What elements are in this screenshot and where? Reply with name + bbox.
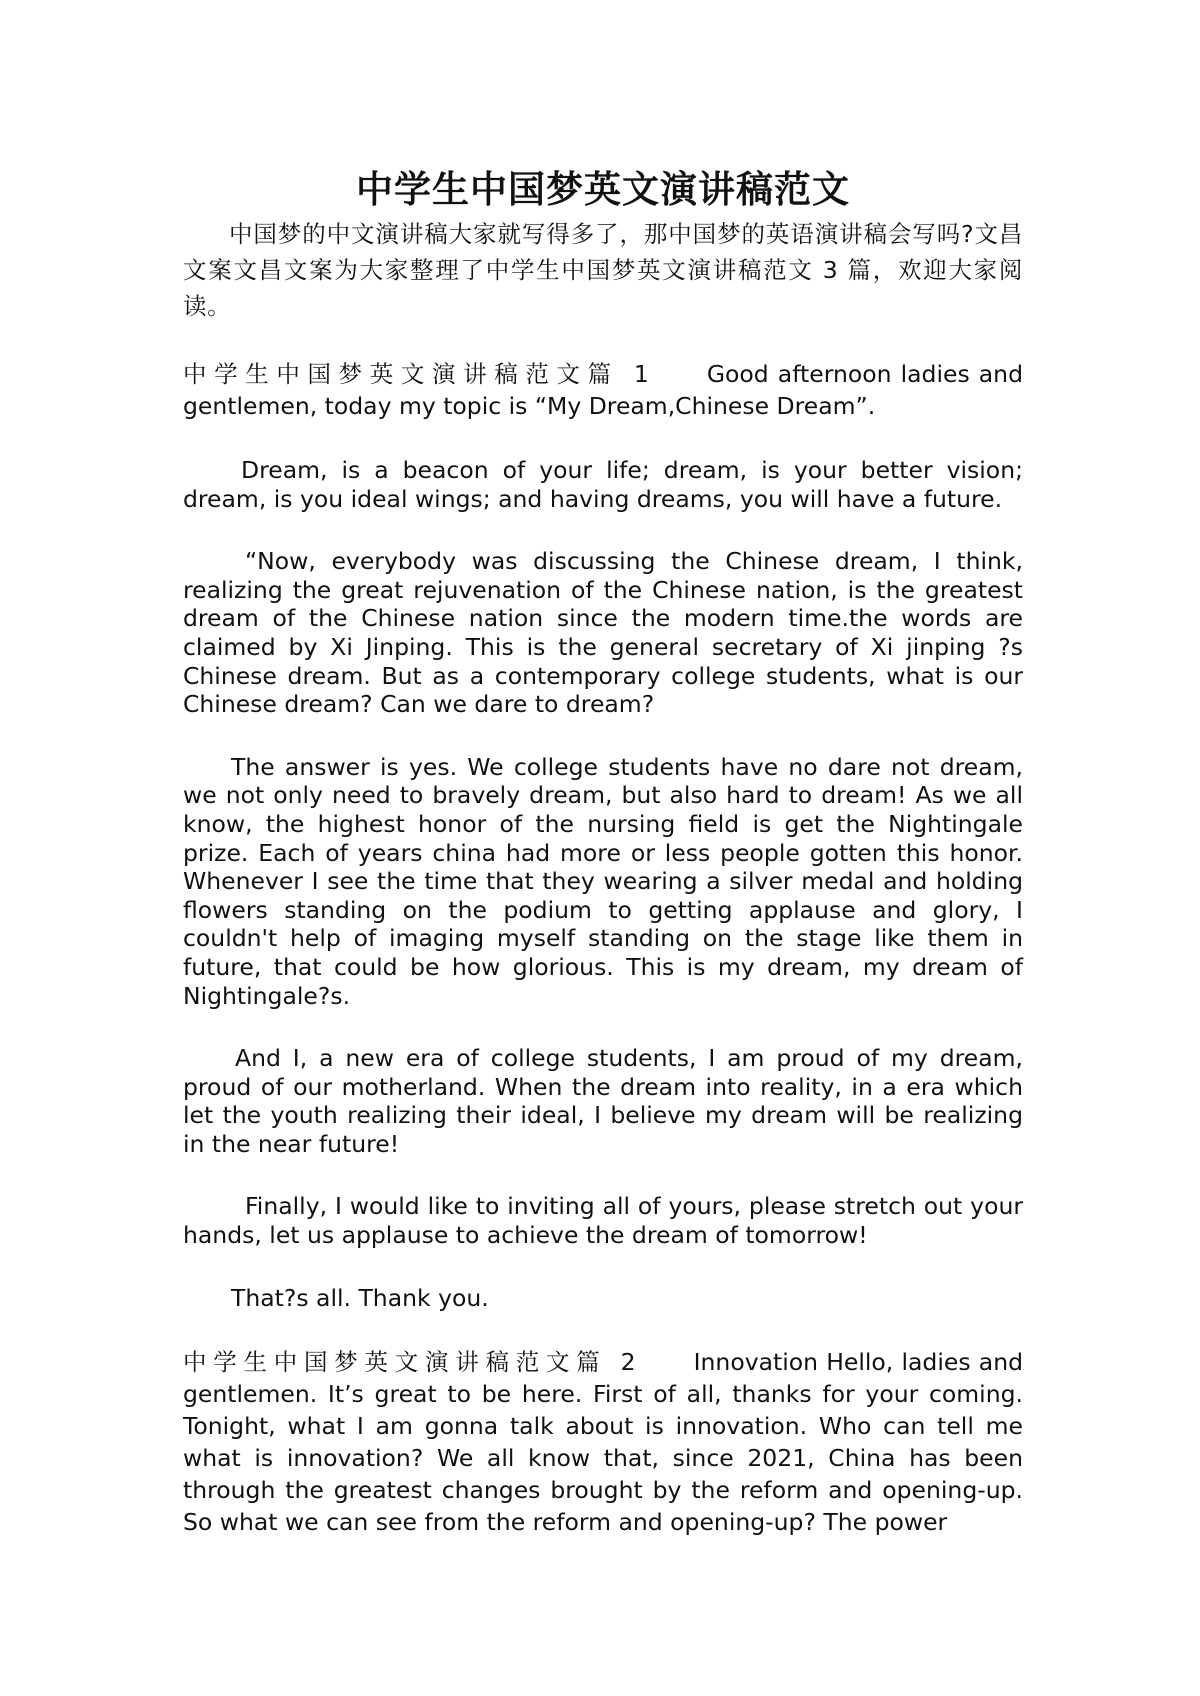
section-1-paragraph-3: The answer is yes. We college students have no dare not dream, we not only need to bravely dream, but also hard to dream! As we all know, the highest honor of the nursing field is get the Nightingale prize. Each of years china had more or less people gotten this honor. Whenever I see the time that they wearing a silver medal and holding flowers standing on the podium to getting applause and glory, I couldn't help of imaging myself standing on the stage like them in future, that could be how glorious. This is my dream, my dream of Nightingale?s. xyxy=(183,752,1023,1010)
section-2-opening-text: Innovation Hello, ladies and gentlemen. It’s great to be here. First of all, thanks for your coming. Tonight, what I am gonna talk about is innovation. Who can tell me what is innovation? We all know that, since 2021, China has been through the greatest changes brought by the reform and opening-up. So what we can see from the reform and opening-up? The power xyxy=(183,1348,1023,1537)
section-1-paragraph-6: That?s all. Thank you. xyxy=(231,1283,489,1312)
section-1-opening xyxy=(183,358,1023,422)
section-1-opening-text: Good afternoon ladies and gentlemen, today my topic is “My Dream,Chinese Dream”. xyxy=(183,360,1023,420)
section-2-heading: 中学生中国梦英文演讲稿范文篇 2 xyxy=(183,1348,642,1377)
section-1-paragraph-5: Finally, I would like to inviting all of yours, please stretch out your hands, let us applause to achieve the dream of tomorrow! xyxy=(183,1192,1023,1250)
section-1-paragraph-4: And I, a new era of college students, I am proud of my dream, proud of our motherland. When the dream into reality, in a era which let the youth realizing their ideal, I believe my dream will be realizing in the near future! xyxy=(183,1044,1023,1158)
document-content xyxy=(183,168,1023,1538)
section-1-paragraph-2: “Now, everybody was discussing the Chinese dream, I think, realizing the great rejuvenation of the Chinese nation, is the greatest dream of the Chinese nation since the modern time.the words are claimed by Xi Jinping. This is the general secretary of Xi jinping ?s Chinese dream. But as a contemporary college students, what is our Chinese dream? Can we dare to dream? xyxy=(183,547,1023,719)
section-2-opening xyxy=(183,1346,1023,1538)
section-1-heading: 中学生中国梦英文演讲稿范文篇 1 xyxy=(183,360,655,388)
document-title: 中学生中国梦英文演讲稿范文 xyxy=(356,168,850,211)
intro-paragraph: 中国梦的中文演讲稿大家就写得多了，那中国梦的英语演讲稿会写吗?文昌文案文昌文案为大家整理了中学生中国梦英文演讲稿范文 3 篇，欢迎大家阅读。 xyxy=(183,220,1023,320)
section-1-paragraph-1: Dream, is a beacon of your life; dream, is your better vision; dream, is you ideal wings; and having dreams, you will have a future. xyxy=(183,456,1023,513)
